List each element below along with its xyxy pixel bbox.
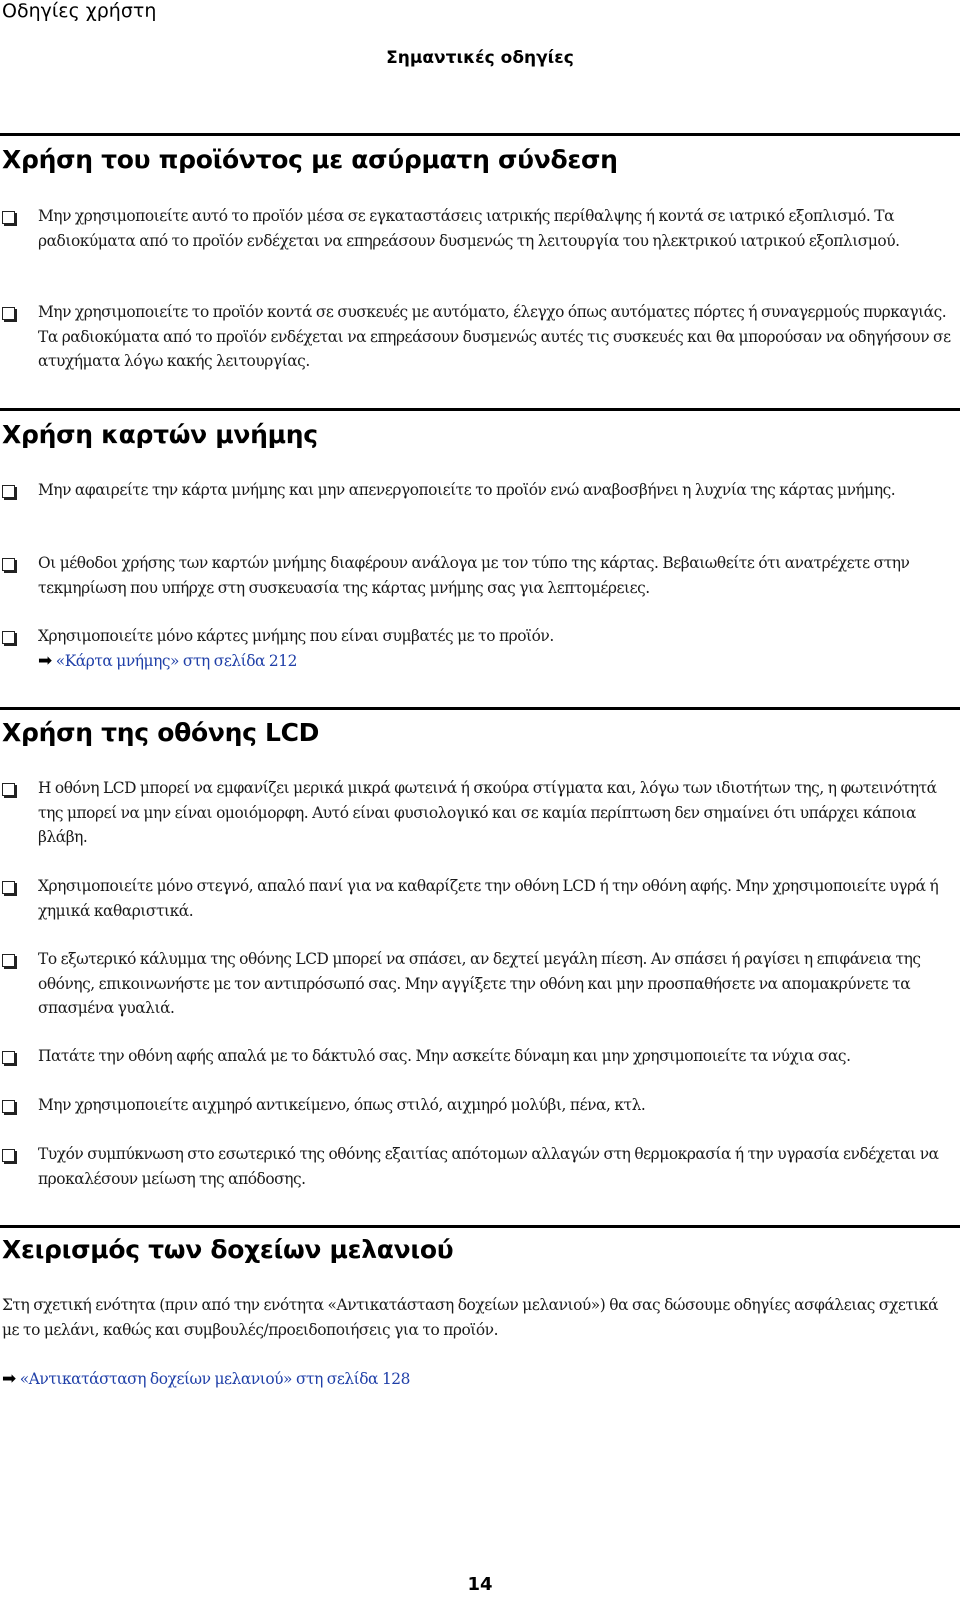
list-item — [0, 478, 955, 528]
section-title-wireless: Χρήση του προϊόντος με ασύρματη σύνδεση — [2, 145, 618, 174]
section-title-memory-cards: Χρήση καρτών μνήμης — [2, 420, 318, 449]
checkbox-bullet-icon — [2, 485, 15, 498]
item-text: Μην χρησιμοποιείτε αυτό το προϊόν μέσα σε εγκαταστάσεις ιατρικής περίθαλψης ή κοντά σε ιατρικό εξοπλισμό. Τα ραδιοκύματα από το προϊόν ενδέχεται να επηρεάσουν δυσμενώς τη λειτουργία του ηλεκτρικού ιατρικού εξοπλισμού. — [38, 207, 900, 250]
item-text: Μην αφαιρείτε την κάρτα μνήμης και μην απενεργοποιείτε το προϊόν ενώ αναβοσβήνει η λυχνία της κάρτας μνήμης. — [38, 481, 896, 499]
page-number: 14 — [467, 1574, 493, 1595]
chapter-subheader: Σημαντικές οδηγίες — [386, 48, 574, 68]
checkbox-bullet-icon — [2, 631, 15, 644]
item-text: Μην χρησιμοποιείτε αιχμηρό αντικείμενο, όπως στιλό, αιχμηρό μολύβι, πένα, κτλ. — [38, 1096, 646, 1114]
item-text: Το εξωτερικό κάλυμμα της οθόνης LCD μπορεί να σπάσει, αν δεχτεί μεγάλη πίεση. Αν σπάσει ή ραγίσει η επιφάνεια της οθόνης, επικοινωνήστε με τον αντιπρόσωπό σας. Μην αγγίξετε την οθόνη και μην προσπαθήσετε να απομακρύνετε τα σπασμένα γυαλιά. — [38, 950, 921, 1017]
checkbox-bullet-icon — [2, 307, 15, 320]
section-rule — [0, 133, 960, 136]
checkbox-bullet-icon — [2, 954, 15, 967]
cross-reference — [2, 1367, 952, 1392]
item-text-block — [38, 624, 955, 673]
checkbox-bullet-icon — [2, 1100, 15, 1113]
item-text: Χρησιμοποιείτε μόνο κάρτες μνήμης που είναι συμβατές με το προϊόν. — [38, 627, 554, 645]
checkbox-bullet-icon — [2, 211, 15, 224]
list-item — [0, 300, 955, 374]
checkbox-bullet-icon — [2, 783, 15, 796]
item-text: Πατάτε την οθόνη αφής απαλά με το δάκτυλό σας. Μην ασκείτε δύναμη και μην χρησιμοποιείτε τα νύχια σας. — [38, 1047, 851, 1065]
list-item — [0, 947, 955, 1021]
item-text: Τυχόν συμπύκνωση στο εσωτερικό της οθόνης εξαιτίας απότομων αλλαγών στη θερμοκρασία ή την υγρασία ενδέχεται να προκαλέσουν μείωση της απόδοσης. — [38, 1145, 939, 1188]
cross-reference — [38, 649, 955, 674]
list-item — [0, 1093, 955, 1119]
checkbox-bullet-icon — [2, 881, 15, 894]
section-rule — [0, 408, 960, 411]
item-text: Χρησιμοποιείτε μόνο στεγνό, απαλό πανί για να καθαρίζετε την οθόνη LCD ή την οθόνη αφής. Μην χρησιμοποιείτε υγρά ή χημικά καθαριστικά. — [38, 877, 939, 920]
item-text: Μην χρησιμοποιείτε το προϊόν κοντά σε συσκευές με αυτόματο, έλεγχο όπως αυτόματες πόρτες ή συναγερμούς πυρκαγιάς. Τα ραδιοκύματα από το προϊόν ενδέχεται να επηρεάσουν δυσμενώς αυτές τις συσκευές και θα μπορούσαν να οδηγήσουν σε ατυχήματα λόγω κακής λειτουργίας. — [38, 303, 951, 370]
checkbox-bullet-icon — [2, 558, 15, 571]
section-paragraph: Στη σχετική ενότητα (πριν από την ενότητα «Αντικατάσταση δοχείων μελανιού») θα σας δώσουμε οδηγίες ασφάλειας σχετικά με το μελάνι, καθώς και συμβουλές/προειδοποιήσεις για το προϊόν. — [2, 1296, 939, 1339]
checkbox-bullet-icon — [2, 1051, 15, 1064]
list-item — [0, 874, 955, 924]
section-rule — [0, 707, 960, 710]
checkbox-bullet-icon — [2, 1149, 15, 1162]
list-item — [0, 204, 955, 278]
item-text: Οι μέθοδοι χρήσης των καρτών μνήμης διαφέρουν ανάλογα με τον τύπο της κάρτας. Βεβαιωθείτε ότι ανατρέχετε στην τεκμηρίωση που υπήρχε στη συσκευασία της κάρτας μνήμης σας για λεπτομέρειες. — [38, 554, 910, 597]
list-item — [0, 776, 955, 850]
arrow-right-icon: ➡ — [2, 1369, 16, 1389]
item-text: Η οθόνη LCD μπορεί να εμφανίζει μερικά μικρά φωτεινά ή σκούρα στίγματα και, λόγω των ιδιοτήτων της, η φωτεινότητά της μπορεί να μην είναι ομοιόμορφη. Αυτό είναι φυσιολογικό και σε καμία περίπτωση δεν σημαίνει ότι υπάρχει κάποια βλάβη. — [38, 779, 937, 846]
list-item — [0, 1142, 955, 1192]
section-title-ink-cartridges: Χειρισμός των δοχείων μελανιού — [2, 1235, 454, 1264]
list-item — [0, 1044, 955, 1070]
list-item — [0, 624, 955, 674]
memory-card-link[interactable]: «Κάρτα μνήμης» στη σελίδα 212 — [55, 651, 297, 670]
ink-cartridge-link[interactable]: «Αντικατάσταση δοχείων μελανιού» στη σελίδα 128 — [19, 1370, 410, 1388]
running-header: Οδηγίες χρήστη — [2, 0, 157, 22]
arrow-right-icon: ➡ — [38, 650, 52, 671]
list-item — [0, 551, 955, 601]
section-rule — [0, 1225, 960, 1228]
section-title-lcd: Χρήση της οθόνης LCD — [2, 718, 320, 747]
